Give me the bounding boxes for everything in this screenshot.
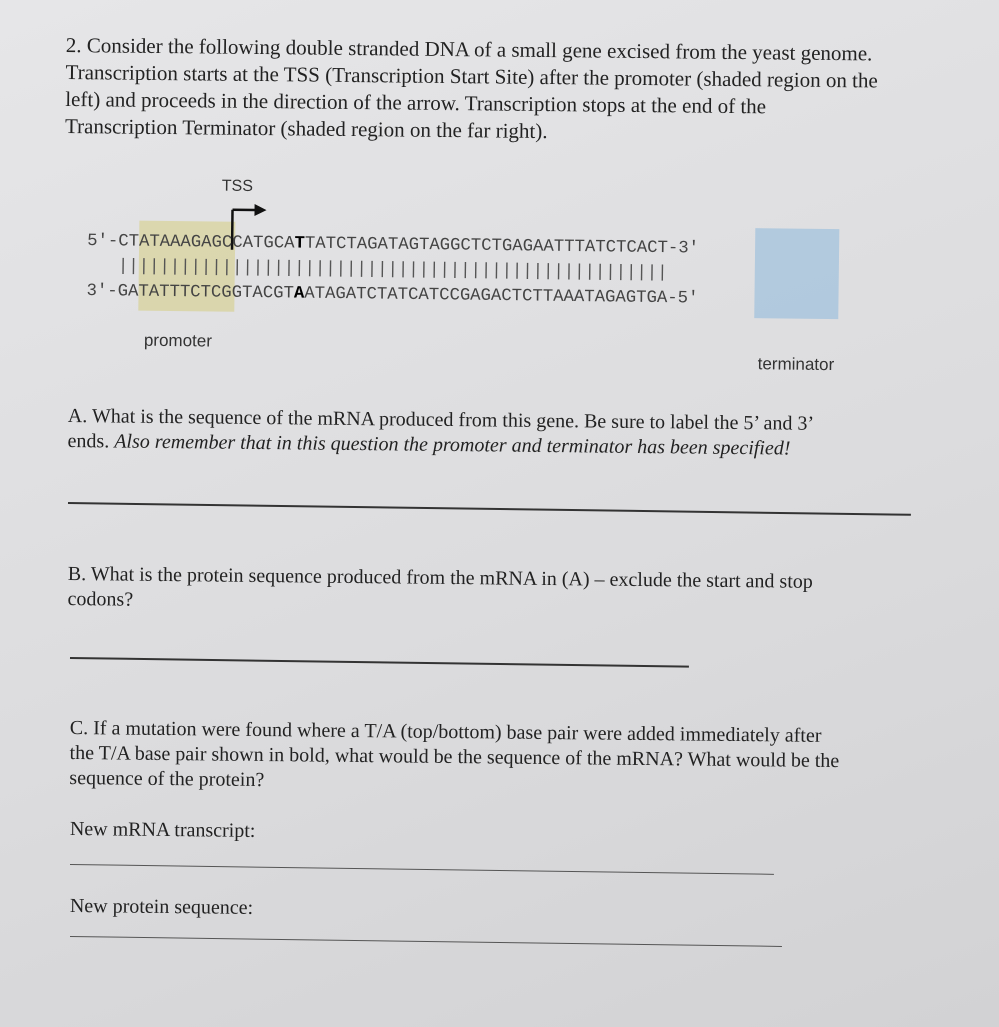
intro-line-2: Transcription starts at the TSS (Transcription Start Site) after the promoter (shaded region on the <box>65 59 878 93</box>
base-pair-bars: ||||||||||||||||||||||||||||||||||||||||||||||||||||| <box>86 256 668 284</box>
terminator-shade <box>754 228 839 319</box>
bottom-seq-a: GATATTTCTCGGTACGT <box>117 282 295 304</box>
bottom-seq-b: ATAGATCTATCATCCGAGACTCTTAAATAGAGTGA <box>304 284 668 309</box>
bottom-bold-base: A <box>293 284 305 304</box>
tss-label: TSS <box>221 177 254 196</box>
top-prefix: 5'- <box>87 231 119 252</box>
new-protein-label: New protein sequence: <box>69 895 254 919</box>
part-a-line-1: A. What is the sequence of the mRNA produced from this gene. Be sure to label the 5’ and 3’ <box>67 404 815 435</box>
part-b-question <box>67 562 947 621</box>
top-seq-a: CTATAAAGAGCCATGCA <box>118 232 295 254</box>
bottom-prefix: 3'- <box>86 281 118 302</box>
answer-line-b[interactable] <box>70 657 689 668</box>
part-c-line-1: C. If a mutation were found where a T/A (top/bottom) base pair were added immediately after <box>69 716 822 747</box>
promoter-label: promoter <box>143 330 213 351</box>
terminator-label: terminator <box>757 354 835 375</box>
intro-line-4: Transcription Terminator (shaded region on the far right). <box>64 113 548 144</box>
question-intro <box>65 32 986 150</box>
part-b-line-1: B. What is the protein sequence produced from the mRNA in (A) – exclude the start and stop <box>67 562 813 593</box>
top-suffix: -3' <box>667 239 700 259</box>
top-seq-b: TATCTAGATAGTAGGCTCTGAGAATTTATCTCACT <box>304 234 668 259</box>
new-mrna-label: New mRNA transcript: <box>69 818 256 842</box>
answer-line-new-protein[interactable] <box>70 936 782 947</box>
part-a-line-2-italic: Also remember that in this question the promoter and terminator has been specified! <box>114 430 791 460</box>
intro-line-3: left) and proceeds in the direction of the arrow. Transcription stops at the end of the <box>65 86 767 119</box>
part-a-line-2-plain: ends. <box>67 429 115 453</box>
part-a-question <box>67 404 947 463</box>
dna-diagram <box>86 170 958 381</box>
part-c-line-3: sequence of the protein? <box>69 766 265 792</box>
bottom-suffix: -5' <box>667 289 699 309</box>
answer-line-a[interactable] <box>68 502 911 516</box>
top-bold-base: T <box>294 234 306 254</box>
part-b-line-2: codons? <box>67 587 134 611</box>
answer-line-new-mrna[interactable] <box>70 864 774 875</box>
part-c-line-2: the T/A base pair shown in bold, what would be the sequence of the mRNA? What would be the <box>69 741 840 773</box>
part-c-question <box>69 716 950 800</box>
intro-line-1: 2. Consider the following double stranded DNA of a small gene excised from the yeast genome. <box>65 32 873 66</box>
